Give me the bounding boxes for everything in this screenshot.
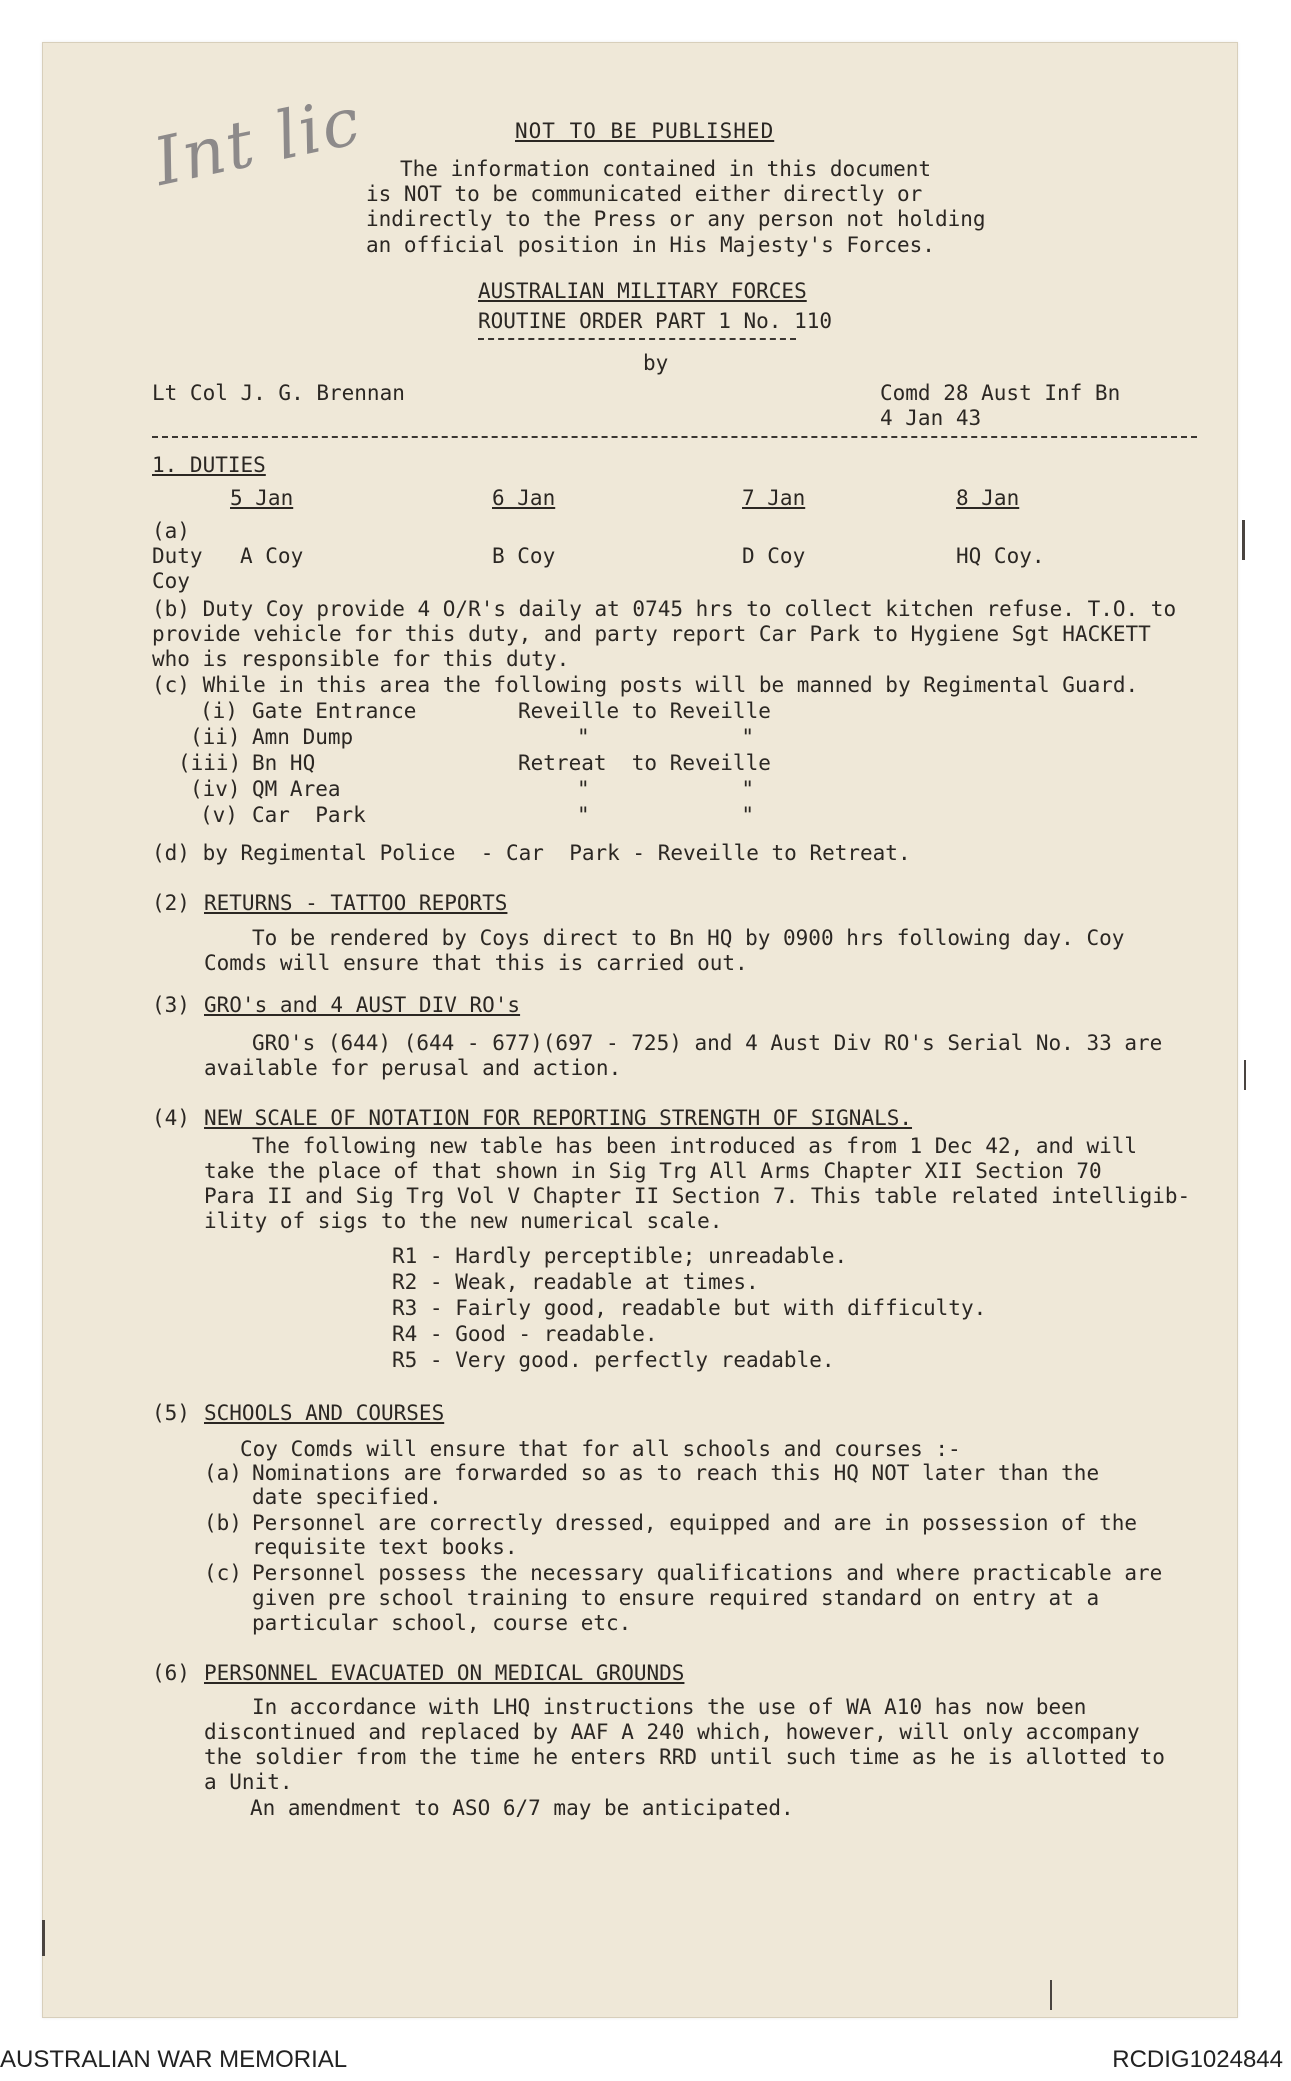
section-6-heading: PERSONNEL EVACUATED ON MEDICAL GROUNDS [204,1661,685,1685]
section-2-heading: RETURNS - TATTOO REPORTS [204,891,508,915]
post-name: QM Area [252,777,341,801]
section-3-line: GRO's (644) (644 - 677)(697 - 725) and 4 Aust Div RO's Serial No. 33 are [252,1031,1163,1055]
duty-company: A Coy [240,544,304,568]
section-5-item-line: date specified. [252,1485,442,1509]
post-number: (iv) [190,777,241,801]
notice-line-4: an official position in His Majesty's Forces. [366,233,935,257]
section-6-line: discontinued and replaced by AAF A 240 which, however, will only accompany [204,1720,1140,1744]
post-hours: Retreat to Reveille [518,751,771,775]
by-label: by [643,351,669,375]
post-number: (v) [200,803,238,827]
signal-scale-entry: R5 - Very good. perfectly readable. [392,1348,835,1372]
section-4-heading: NEW SCALE OF NOTATION FOR REPORTING STRENGTH OF SIGNALS. [204,1106,913,1130]
section-5-item-line: given pre school training to ensure required standard on entry at a [252,1586,1100,1610]
section-5-item-line: requisite text books. [252,1535,518,1559]
section-2-line: To be rendered by Coys direct to Bn HQ by 0900 hrs following day. Coy [252,926,1125,950]
paragraph-1d: (d) by Regimental Police - Car Park - Reveille to Retreat. [152,841,911,865]
paragraph-1b-line: provide vehicle for this duty, and party report Car Park to Hygiene Sgt HACKETT [152,622,1151,646]
section-4-number: (4) [152,1106,190,1130]
post-hours: " " [577,803,755,827]
section-2-line: Comds will ensure that this is carried out. [204,951,748,975]
post-hours: " " [577,725,755,749]
post-number: (ii) [190,725,241,749]
margin-mark [1244,1060,1246,1090]
duty-date: 8 Jan [956,486,1020,510]
margin-mark [1050,1980,1052,2010]
section-3-line: available for perusal and action. [204,1056,622,1080]
paragraph-1c-intro: (c) While in this area the following posts will be manned by Regimental Guard. [152,673,1139,697]
post-name: Bn HQ [252,751,316,775]
duty-row-label-coy: Coy [152,569,190,593]
margin-mark [1242,520,1245,560]
margin-mark [42,1920,45,1956]
order-underline [478,338,796,340]
section-6-line: a Unit. [204,1770,293,1794]
section-6-number: (6) [152,1661,190,1685]
section-6-amendment: An amendment to ASO 6/7 may be anticipated. [250,1796,794,1820]
section-5-item-line: Personnel are correctly dressed, equipped and are in possession of the [252,1511,1138,1535]
section-5-heading: SCHOOLS AND COURSES [204,1401,445,1425]
section-6-line: the soldier from the time he enters RRD until such time as he is allotted to [204,1745,1165,1769]
duty-row-label-a: (a) [152,519,190,543]
section-4-line: ility of sigs to the new numerical scale. [204,1209,723,1233]
post-hours: Reveille to Reveille [518,699,771,723]
order-title: ROUTINE ORDER PART 1 No. 110 [478,309,833,333]
duty-date: 6 Jan [492,486,556,510]
paragraph-1b-line: (b) Duty Coy provide 4 O/R's daily at 0745 hrs to collect kitchen refuse. T.O. to [152,597,1177,621]
archive-id: RCDIG1024844 [1112,2046,1283,2073]
archive-credit: AUSTRALIAN WAR MEMORIAL [0,2046,348,2073]
post-hours: " " [577,777,755,801]
section-4-line: Para II and Sig Trg Vol V Chapter II Section 7. This table related intelligib- [204,1184,1191,1208]
post-name: Amn Dump [252,725,354,749]
duty-company: D Coy [742,544,806,568]
duty-date: 7 Jan [742,486,806,510]
section-4-line: The following new table has been introduced as from 1 Dec 42, and will [252,1134,1138,1158]
unit-command: Comd 28 Aust Inf Bn [880,381,1121,405]
section-5-item-line: Nominations are forwarded so as to reach this HQ NOT later than the [252,1461,1100,1485]
section-5-item-label: (a) [204,1461,242,1485]
paragraph-1b-line: who is responsible for this duty. [152,647,570,671]
section-2-number: (2) [152,891,190,915]
signal-scale-entry: R3 - Fairly good, readable but with difficulty. [392,1296,987,1320]
post-number: (i) [200,699,238,723]
duty-date: 5 Jan [230,486,294,510]
section-5-item-line: Personnel possess the necessary qualifications and where practicable are [252,1561,1163,1585]
section-6-line: In accordance with LHQ instructions the use of WA A10 has now been [252,1695,1087,1719]
section-3-number: (3) [152,993,190,1017]
notice-line-3: indirectly to the Press or any person not holding [366,207,986,231]
post-name: Gate Entrance [252,699,417,723]
section-5-intro: Coy Comds will ensure that for all schools and courses :- [240,1437,961,1461]
force-title: AUSTRALIAN MILITARY FORCES [478,279,807,303]
issuing-officer: Lt Col J. G. Brennan [152,381,405,405]
header-divider [152,436,1197,438]
signal-scale-entry: R2 - Weak, readable at times. [392,1270,759,1294]
section-4-line: take the place of that shown in Sig Trg All Arms Chapter XII Section 70 [204,1159,1102,1183]
section-5-number: (5) [152,1401,190,1425]
section-1-heading: 1. DUTIES [152,453,266,477]
section-3-heading: GRO's and 4 AUST DIV RO's [204,993,521,1017]
duty-row-label-duty: Duty [152,544,203,568]
handwritten-annotation: Int lic [147,82,368,201]
notice-line-1: The information contained in this document [400,157,932,181]
section-5-item-label: (c) [204,1561,242,1585]
section-5-item-line: particular school, course etc. [252,1611,632,1635]
order-date: 4 Jan 43 [880,406,982,430]
signal-scale-entry: R1 - Hardly perceptible; unreadable. [392,1244,848,1268]
duty-company: HQ Coy. [956,544,1045,568]
post-number: (iii) [178,751,242,775]
notice-line-2: is NOT to be communicated either directly or [366,182,923,206]
post-name: Car Park [252,803,366,827]
section-5-item-label: (b) [204,1511,242,1535]
duty-company: B Coy [492,544,556,568]
signal-scale-entry: R4 - Good - readable. [392,1322,658,1346]
classification-title: NOT TO BE PUBLISHED [515,119,775,143]
